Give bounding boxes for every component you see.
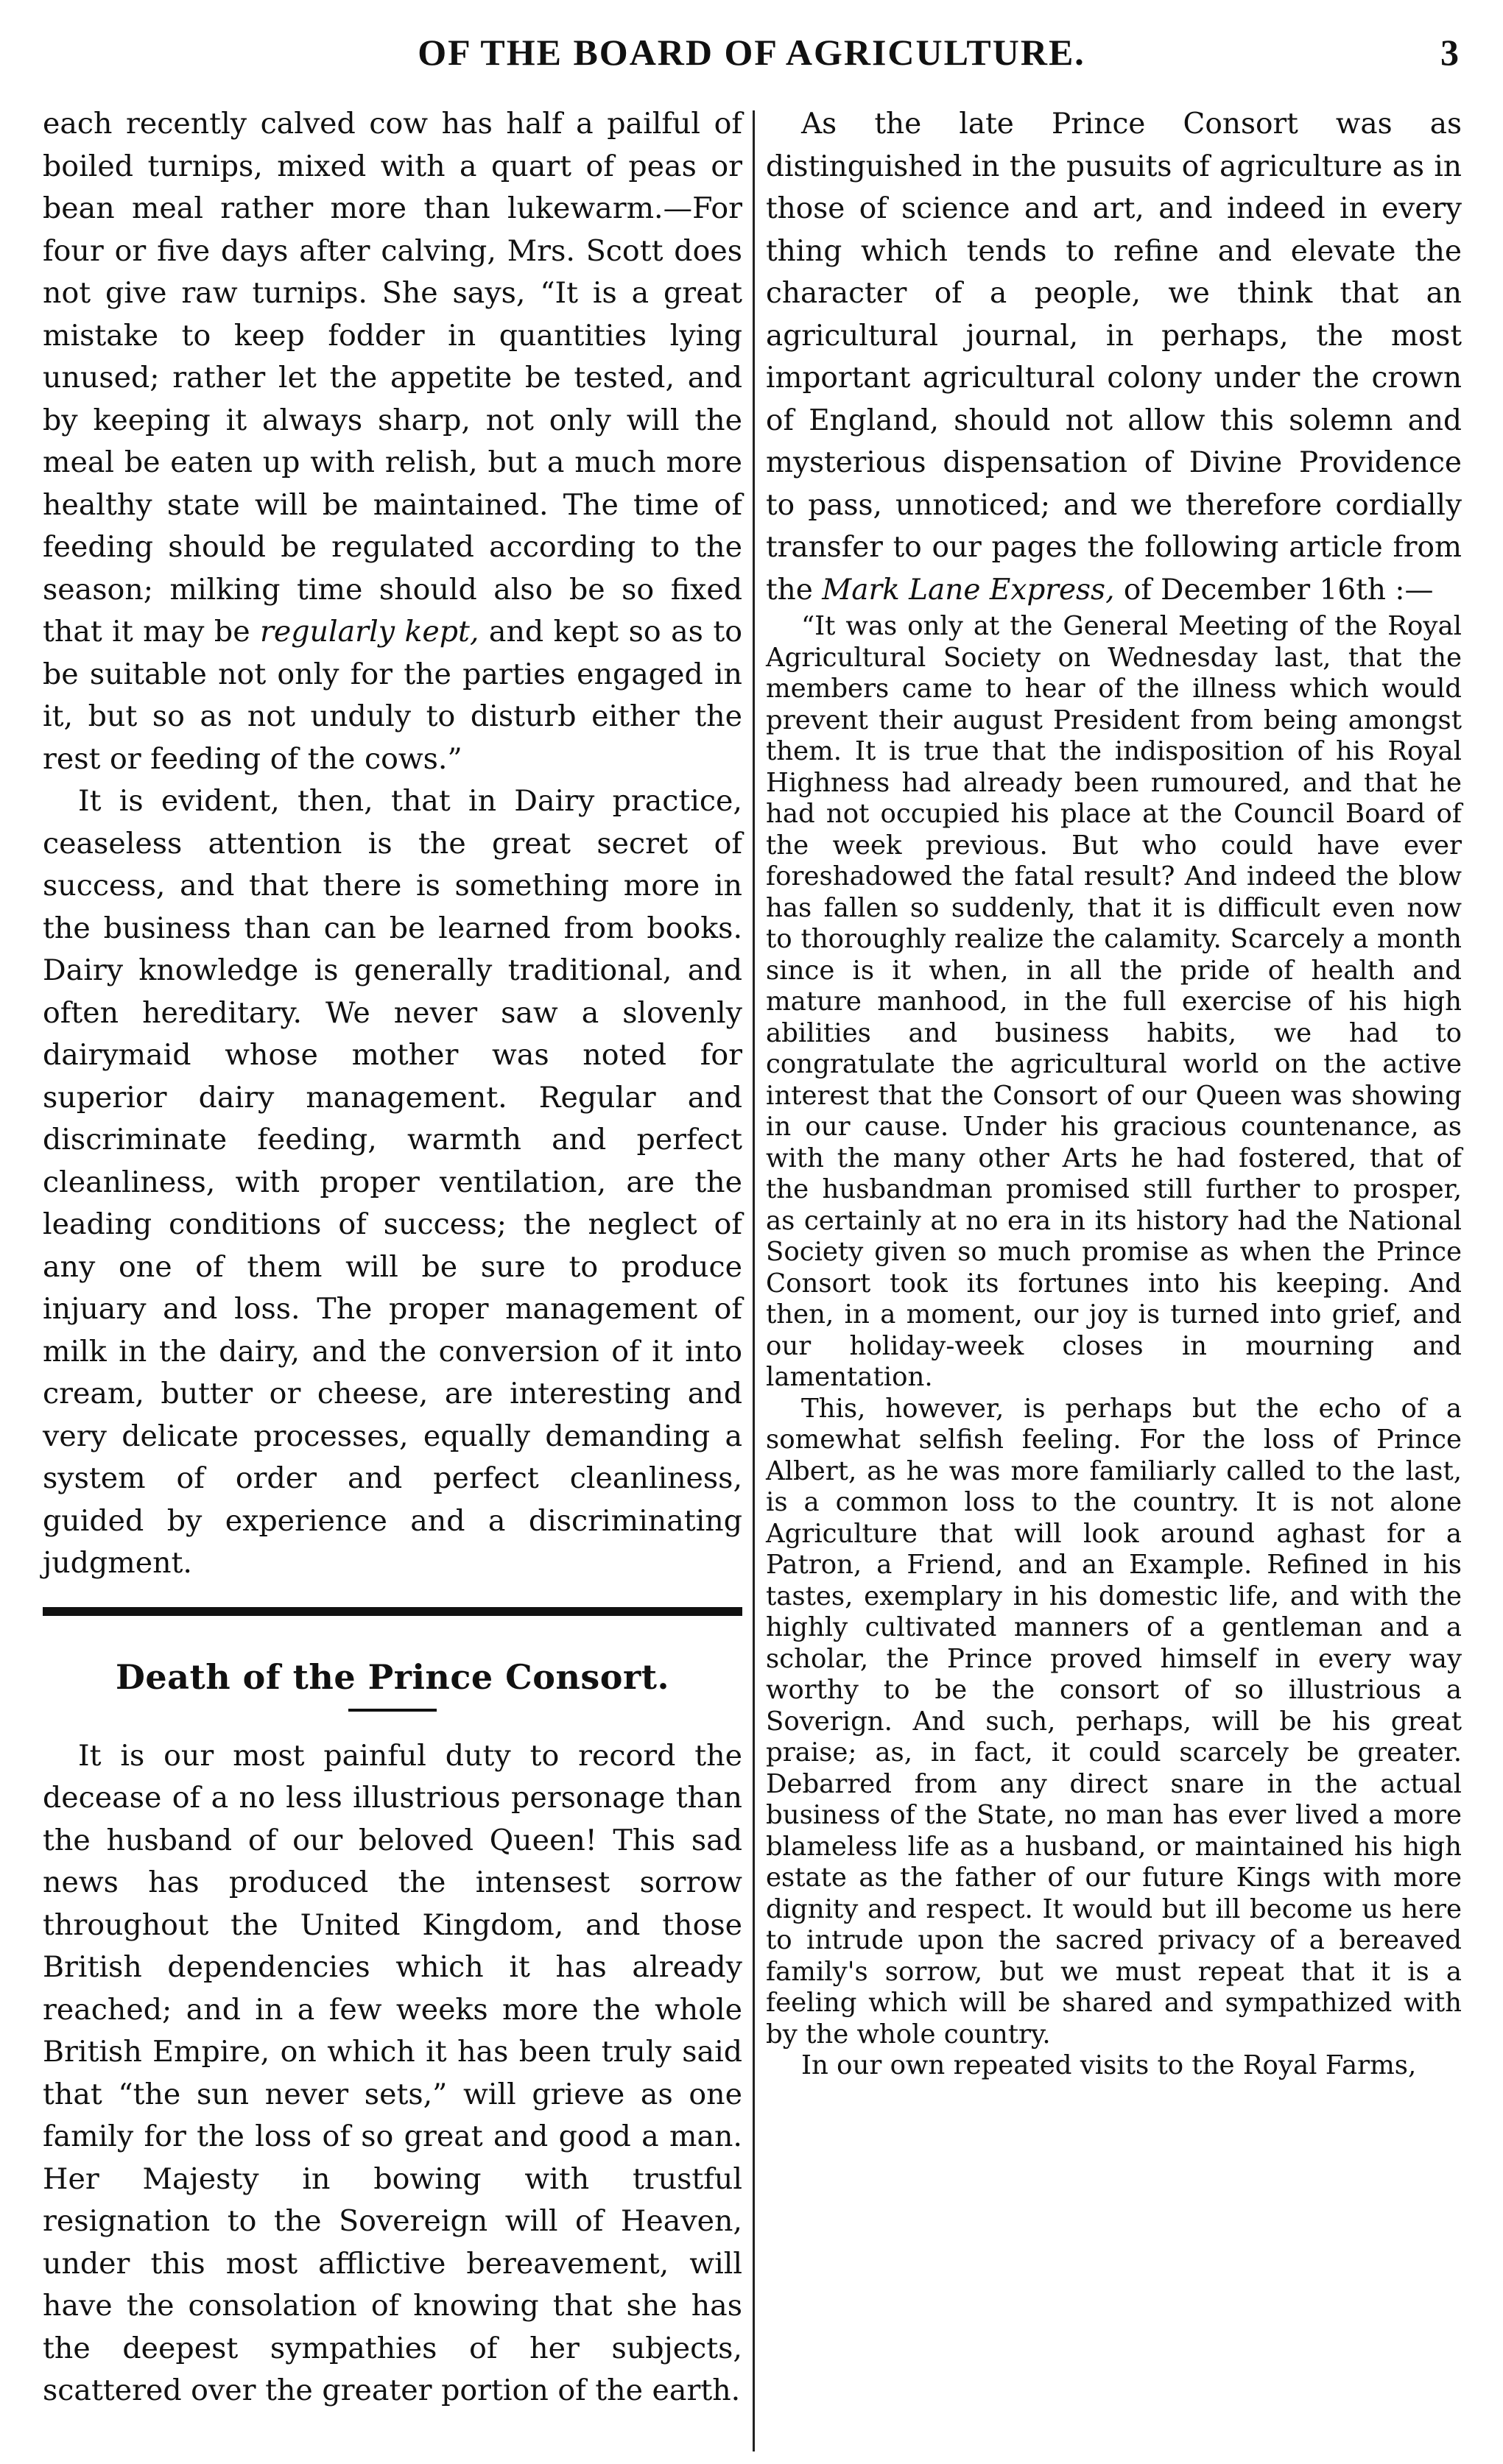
page-number: 3	[1440, 32, 1459, 73]
intro-paragraph-text: As the late Prince Consort was as distinguished in the pusuits of agriculture as in those of science and art, and indeed in every thing which tends to refine and elevate the character of a people, we think that an agricultural journal, in perhaps, the most important agricultural colony under the crown of England, should not allow this solemn and mysterious dispensation of Divine Providence to pass, unnoticed; and we therefore cordially transfer to our pages the following article from the	[766, 107, 1462, 607]
intro-paragraph-end: of December 16th :—	[1114, 573, 1434, 607]
prince-consort-paragraph: It is our most painful duty to record the decease of a no less illustrious personage than the husband of our beloved Queen! This sad news has produced the intensest sorrow throughout the United Kingdom, and those British dependencies which it has already reached; and in a few weeks more the whole British Empire, on which it has been truly said that “the sun never sets,” will grieve as one family for the loss of so great and good a man. Her Majesty in bowing with trustful resignation to the Sovereign will of Heaven, under this most afflictive bereavement, will have the consolation of knowing that she has the deepest sympathies of her subjects, scattered over the greater portion of the earth.	[43, 1738, 742, 2407]
section-separator	[43, 1607, 742, 1616]
right-column	[766, 103, 1462, 2082]
quoted-article-paragraph-3: In our own repeated visits to the Royal Farms,	[801, 2050, 1417, 2080]
dairy-paragraph-1-emphasis: regularly kept,	[260, 615, 479, 649]
left-column	[43, 103, 742, 2412]
column-divider	[753, 110, 755, 2451]
dairy-paragraph-2: It is evident, then, that in Dairy practice, ceaseless attention is the great secret of success, and that there is something more in the business than can be learned from books. Dairy knowledge is generally traditional, and often hereditary. We never saw a slovenly dairymaid whose mother was noted for superior dairy management. Regular and discriminate feeding, warmth and perfect cleanliness, with proper ventilation, are the leading conditions of success; the neglect of any one of them will be sure to produce injuary and loss. The proper management of milk in the dairy, and the conversion of it into cream, butter or cheese, are interesting and very delicate processes, equally demanding a system of order and perfect cleanliness, guided by experience and a discriminating judgment.	[43, 784, 742, 1580]
dairy-paragraph-1-text: each recently calved cow has half a pailful of boiled turnips, mixed with a quart of peas or bean meal rather more than lukewarm.—For four or five days after calving, Mrs. Scott does not give raw turnips. She says, “It is a great mistake to keep fodder in quantities lying unused; rather let the appetite be tested, and by keeping it always sharp, not only will the meal be eaten up with relish, but a much more healthy state will be maintained. The time of feeding should be regulated according to the season; milking time should also be so fixed that it may be	[43, 107, 742, 649]
title-underline	[348, 1709, 437, 1712]
quoted-article-paragraph-2: This, however, is perhaps but the echo of a somewhat selfish feeling. For the loss of Prince Albert, as he was more familiarly called to the last, is a common loss to the country. It is not alone Agriculture that will look around aghast for a Patron, a Friend, and an Example. Refined in his tastes, exemplary in his domestic life, and with the highly cultivated manners of a gentleman and a scholar, the Prince proved himself in every way worthy to be the consort of so illustrious a Soverign. And such, perhaps, will be his great praise; as, in fact, it could scarcely be greater. Debarred from any direct snare in the actual business of the State, no man has ever lived a more blameless life as a husband, or maintained his high estate as the father of our future Kings with more dignity and respect. It would but ill become us here to intrude upon the sacred privacy of a bereaved family's sorrow, but we must repeat that it is a feeling which will be shared and sympathized with by the whole country.	[766, 1393, 1462, 2050]
publication-name: Mark Lane Express,	[822, 573, 1115, 607]
section-title: Death of the Prince Consort.	[116, 1656, 669, 1697]
running-title: OF THE BOARD OF AGRICULTURE.	[418, 32, 1085, 73]
quoted-article-paragraph-1: “It was only at the General Meeting of the Royal Agricultural Society on Wednesday last, that the members came to hear of the illness which would prevent their august President from being amongst them. It is true that the indisposition of his Royal Highness had already been rumoured, and that he had not occupied his place at the Council Board of the week previous. But who could have ever foreshadowed the fatal result? And indeed the blow has fallen so suddenly, that it is difficult even now to thoroughly realize the calamity. Scarcely a month since is it when, in all the pride of health and mature manhood, in the full exercise of his high abilities and business habits, we had to congratulate the agricultural world on the active interest that the Consort of our Queen was showing in our cause. Under his gracious countenance, as with the many other Arts he had fostered, that of the husbandman promised still further to prosper, as certainly at no era in its history had the National Society given so much promise as when the Prince Consort took its fortunes into his keeping. And then, in a moment, our joy is turned into grief, and our holiday-week closes in mourning and lamentation.	[766, 611, 1462, 1392]
dairy-paragraph-1	[43, 103, 742, 780]
dairy-paragraph-1-end: and kept so as to be suitable not only for the parties engaged in it, but so as not unduly to disturb either the rest or feeding of the cows.”	[43, 615, 742, 776]
intro-paragraph	[766, 103, 1462, 611]
page-header	[37, 27, 1466, 78]
